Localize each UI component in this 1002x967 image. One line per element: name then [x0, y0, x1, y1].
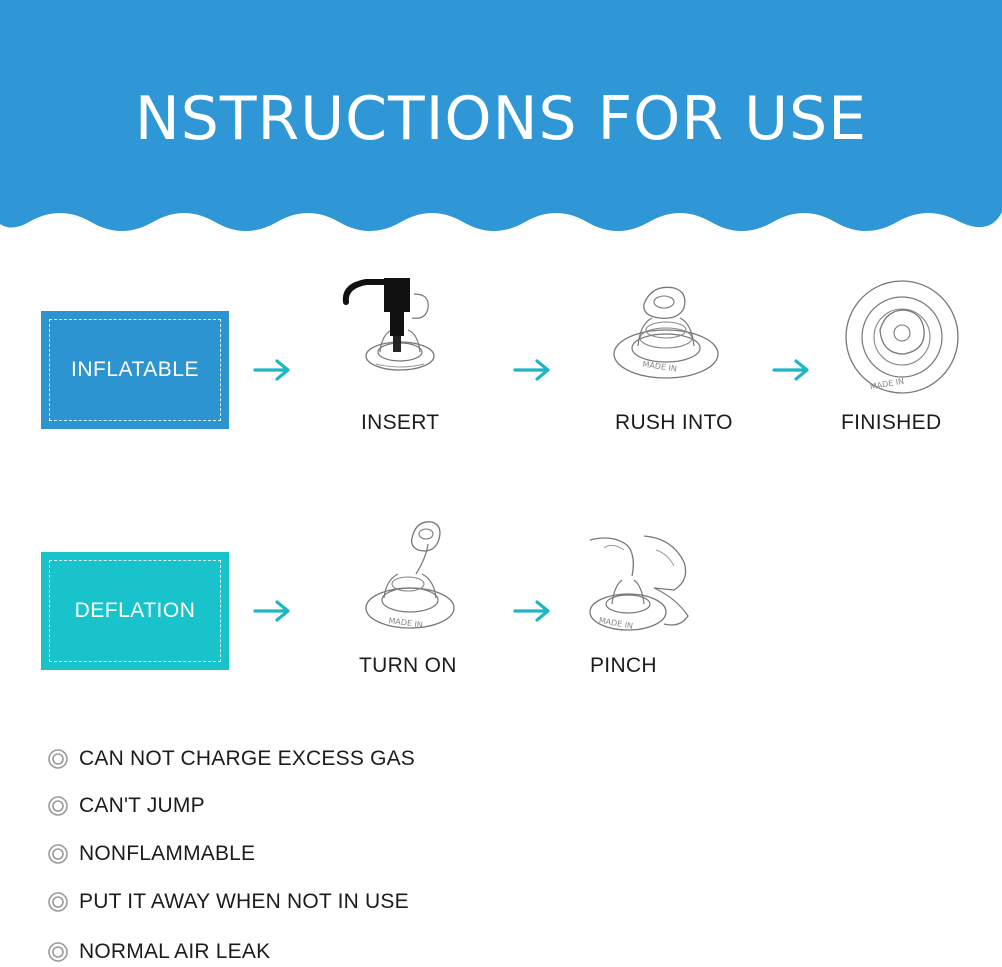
double-circle-bullet-icon [47, 748, 69, 770]
header-banner [0, 0, 1002, 240]
double-circle-bullet-icon [47, 795, 69, 817]
svg-text:MADE IN: MADE IN [869, 376, 905, 392]
step-label-finished: FINISHED [841, 411, 942, 434]
inflatable-label: INFLATABLE [71, 358, 199, 381]
svg-text:MADE IN: MADE IN [641, 359, 678, 374]
arrow-right-icon [253, 357, 293, 383]
list-item [47, 890, 409, 914]
svg-text:MADE IN: MADE IN [387, 616, 424, 630]
double-circle-bullet-icon [47, 843, 69, 865]
deflation-label-box [41, 552, 229, 670]
step-label-insert: INSERT [361, 411, 440, 434]
step-label-rush-into: RUSH INTO [615, 411, 733, 434]
double-circle-bullet-icon [47, 941, 69, 963]
pump-nozzle-inserted-valve-icon [338, 272, 468, 382]
note-text: NORMAL AIR LEAK [79, 940, 271, 963]
arrow-right-icon [772, 357, 812, 383]
list-item [47, 940, 270, 964]
note-text: CAN'T JUMP [79, 794, 205, 817]
list-item [47, 842, 255, 866]
fingers-pinching-valve-icon [584, 532, 714, 642]
page-title: NSTRUCTIONS FOR USE [134, 84, 868, 154]
deflation-label: DEFLATION [74, 599, 196, 622]
valve-cap-open-icon [350, 514, 480, 630]
note-text: CAN NOT CHARGE EXCESS GAS [79, 747, 416, 770]
arrow-right-icon [513, 357, 553, 383]
list-item [47, 794, 205, 818]
double-circle-bullet-icon [47, 891, 69, 913]
arrow-right-icon [253, 598, 293, 624]
note-text: PUT IT AWAY WHEN NOT IN USE [79, 890, 409, 913]
arrow-right-icon [513, 598, 553, 624]
list-item [47, 747, 415, 771]
closed-valve-top-view-icon [840, 280, 970, 390]
note-text: NONFLAMMABLE [79, 842, 256, 865]
step-label-turn-on: TURN ON [359, 654, 457, 677]
svg-text:MADE IN: MADE IN [598, 615, 634, 631]
inflatable-label-box [41, 311, 229, 429]
open-valve-icon [602, 278, 732, 388]
step-label-pinch: PINCH [590, 654, 657, 677]
